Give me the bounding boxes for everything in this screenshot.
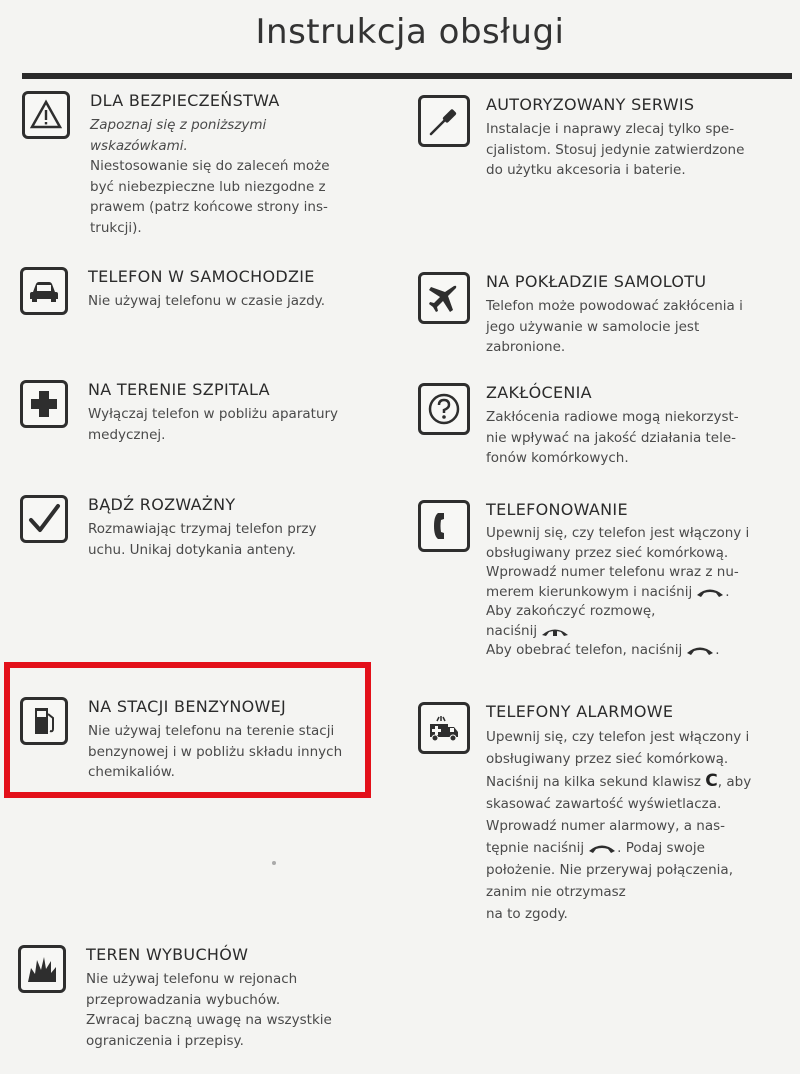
text-line: Zwracaj baczną uwagę na wszystkie <box>86 1012 332 1028</box>
text-line: Nie używaj telefonu na terenie stacji <box>88 723 335 739</box>
text-fragment: naciśnij <box>486 622 538 639</box>
text-fragment: merem kierunkowym i naciśnij <box>486 583 693 600</box>
section-title: NA TERENIE SZPITALA <box>88 380 270 399</box>
section-title: TELEFON W SAMOCHODZIE <box>88 267 315 286</box>
text-fragment: , aby <box>717 774 752 790</box>
ambulance-icon <box>418 702 470 754</box>
text-line <box>486 622 776 642</box>
text-line <box>486 837 776 859</box>
text-line <box>486 770 776 793</box>
text-line: przeprowadzania wybuchów. <box>86 991 281 1008</box>
text-line: do użytku akcesoria i baterie. <box>486 162 686 178</box>
text-line: benzynowej i w pobliżu składu innych <box>88 743 343 760</box>
handset-icon <box>418 500 470 552</box>
section-text <box>486 726 776 925</box>
text-line: być niebezpieczne lub niezgodne z <box>90 178 326 195</box>
section-text <box>486 407 776 469</box>
clear-key-label: C <box>705 771 718 791</box>
text-line: Aby zakończyć rozmowę, <box>486 603 656 619</box>
section-emergency <box>418 702 778 942</box>
section-text <box>486 296 776 358</box>
text-line: merem kierunkowym i naciśnij . <box>486 583 730 600</box>
section-service <box>418 95 778 185</box>
section-text <box>486 119 776 181</box>
text-line: Telefon może powodować zakłócenia i <box>486 298 743 314</box>
section-title: TEREN WYBUCHÓW <box>86 945 249 964</box>
text-line: Nie używaj telefonu w rejonach <box>86 971 298 987</box>
section-title: TELEFONOWANIE <box>486 500 628 519</box>
explosion-icon <box>18 945 66 993</box>
text-fragment: . Podaj swoje <box>617 840 705 856</box>
highlight-box <box>4 662 371 798</box>
text-line: Upewnij się, czy telefon jest włączony i <box>486 525 750 541</box>
text-line: ograniczenia i przepisy. <box>86 1032 244 1049</box>
text-line: Niestosowanie się do zaleceń może <box>90 158 330 174</box>
text-fragment: Aby obebrać telefon, naciśnij <box>486 642 683 658</box>
section-text <box>90 115 380 238</box>
text-line: skasować zawartość wyświetlacza. <box>486 796 722 812</box>
text-line: obsługiwany przez sieć komórkową. <box>486 751 729 767</box>
text-line: wskazówkami. <box>90 137 188 154</box>
text-line: zanim nie otrzymasz <box>486 884 626 900</box>
text-line: Zakłócenia radiowe mogą niekorzyst- <box>486 409 739 425</box>
text-line: cjalistom. Stosuj jedynie zatwierdzone <box>486 141 745 158</box>
text-fragment: Naciśnij na kilka sekund klawisz <box>486 774 701 790</box>
text-line: jego używanie w samolocie jest <box>486 318 700 335</box>
section-title: TELEFONY ALARMOWE <box>486 702 674 721</box>
section-calling <box>418 500 778 680</box>
text-line: na to zgody. <box>486 906 568 922</box>
section-aircraft <box>418 272 778 362</box>
end-call-key-icon <box>540 625 570 637</box>
car-icon <box>20 267 68 315</box>
section-text <box>88 404 378 445</box>
section-text <box>88 291 378 312</box>
text-line: zabronione. <box>486 339 566 355</box>
section-careful <box>20 495 380 565</box>
text-line: medycznej. <box>88 426 166 443</box>
text-line: Nie używaj telefonu w czasie jazdy. <box>88 293 326 309</box>
section-blasting <box>18 945 378 1055</box>
text-line: Aby obebrać telefon, naciśnij . <box>486 642 720 658</box>
text-line: trukcji). <box>90 219 142 236</box>
section-title: ZAKŁÓCENIA <box>486 383 592 402</box>
section-car <box>20 267 380 327</box>
screwdriver-icon <box>418 95 470 147</box>
text-line: Upewnij się, czy telefon jest włączony i <box>486 729 750 745</box>
text-line: Wprowadź numer telefonu wraz z nu- <box>486 564 739 580</box>
medical-cross-icon <box>20 380 68 428</box>
call-key-icon <box>695 586 725 598</box>
section-title: BĄDŹ ROZWAŻNY <box>88 495 236 514</box>
text-line: uchu. Unikaj dotykania anteny. <box>88 541 296 558</box>
section-title: NA STACJI BENZYNOWEJ <box>88 697 287 716</box>
section-title: AUTORYZOWANY SERWIS <box>486 95 695 114</box>
text-line: Wyłączaj telefon w pobliżu aparatury <box>88 406 339 422</box>
page-title: Instrukcja obsługi <box>255 12 565 52</box>
text-line: Rozmawiając trzymaj telefon przy <box>88 521 317 537</box>
section-safety <box>22 91 382 241</box>
section-text <box>486 524 776 661</box>
text-line: Zapoznaj się z poniższymi <box>90 117 267 133</box>
section-text <box>86 969 376 1051</box>
text-line: chemikaliów. <box>88 764 175 780</box>
text-line: Instalacje i naprawy zlecaj tylko spe- <box>486 121 735 137</box>
text-line: Wprowadź numer alarmowy, a nas- <box>486 818 726 834</box>
call-key-icon <box>685 644 715 656</box>
text-line: nie wpływać na jakość działania tele- <box>486 429 737 446</box>
call-key-icon <box>587 842 617 854</box>
section-hospital <box>20 380 380 450</box>
airplane-icon <box>418 272 470 324</box>
speck <box>272 861 276 865</box>
text-line: obsługiwany przez sieć komórkową. <box>486 544 729 561</box>
text-line: prawem (patrz końcowe strony ins- <box>90 199 328 215</box>
section-title: NA POKŁADZIE SAMOLOTU <box>486 272 707 291</box>
section-text <box>88 519 378 560</box>
warning-triangle-icon <box>22 91 70 139</box>
checkmark-icon <box>20 495 68 543</box>
text-line: fonów komórkowych. <box>486 450 629 466</box>
section-interference <box>418 383 778 473</box>
section-title: DLA BEZPIECZEŃSTWA <box>90 91 280 110</box>
title-divider <box>22 73 792 79</box>
text-line: położenie. Nie przerywaj połączenia, <box>486 862 733 878</box>
question-mark-icon <box>418 383 470 435</box>
text-fragment: tępnie naciśnij <box>486 840 585 856</box>
